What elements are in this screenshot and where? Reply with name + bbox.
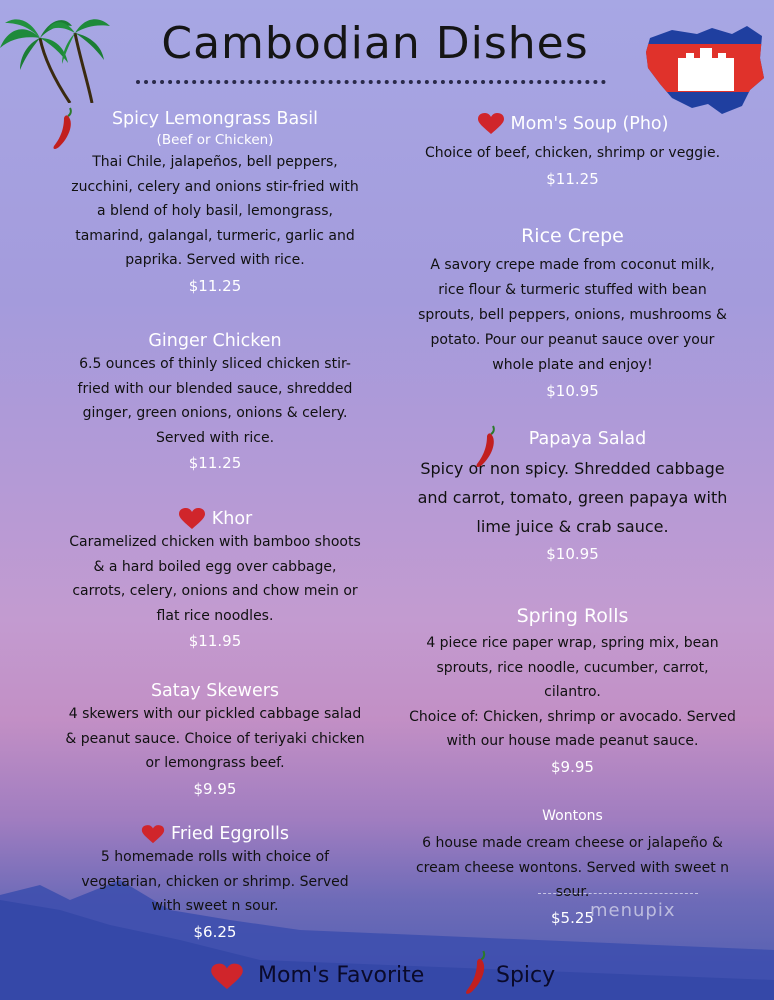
dish-price: $10.95	[546, 545, 599, 563]
dish-description: 4 piece rice paper wrap, spring mix, bean sprouts, rice noodle, cucumber, carrot, cilantro. Choice of: Chicken, shrimp or avocado. Served with our house made peanut sauce.	[409, 635, 736, 749]
menu-item-ginger-chicken	[40, 330, 390, 474]
dish-description: 4 skewers with our pickled cabbage salad & peanut sauce. Choice of teriyaki chicken or lemongrass beef.	[65, 706, 365, 771]
menu-item-rice-crepe	[395, 225, 750, 402]
dish-description: Spicy or non spicy. Shredded cabbage and carrot, tomato, green papaya with lime juice & crab sauce.	[417, 459, 728, 536]
chili-pepper-icon	[50, 106, 76, 152]
dish-name: Papaya Salad	[528, 429, 647, 449]
heart-icon	[178, 508, 206, 530]
dish-description: A savory crepe made from coconut milk, rice flour & turmeric stuffed with bean sprouts, bell peppers, onions, mushrooms & potato. Pour our peanut sauce over your whole plate and enjoy!	[418, 257, 727, 373]
dish-name: Satay Skewers	[150, 681, 280, 701]
dish-description: 6 house made cream cheese or jalapeño & cream cheese wontons. Served with sweet n sour.	[415, 835, 730, 900]
dish-price: $5.25	[551, 908, 594, 927]
heart-icon	[141, 825, 165, 844]
dish-price: $11.95	[188, 632, 242, 650]
chili-pepper-icon	[462, 949, 490, 997]
dish-price: $9.95	[551, 757, 594, 776]
dish-name: Rice Crepe	[521, 225, 624, 247]
chili-pepper-icon	[473, 424, 499, 470]
left-column	[40, 0, 390, 1000]
dish-name: Mom's Soup (Pho)	[395, 113, 750, 135]
dish-price: $6.25	[193, 922, 237, 941]
dish-name: Spring Rolls	[516, 605, 629, 627]
menu-item-spicy-lemongrass-basil	[40, 108, 390, 297]
dish-name: Ginger Chicken	[148, 331, 282, 351]
dish-description: Caramelized chicken with bamboo shoots & a hard boiled egg over cabbage, carrots, celery, onions and chow mein or flat rice noodles.	[69, 534, 361, 624]
menu-item-spring-rolls	[395, 605, 750, 778]
dish-price: $9.95	[193, 779, 237, 798]
dish-name: Spicy Lemongrass Basil	[111, 109, 319, 129]
dish-name: Fried Eggrolls	[40, 823, 390, 845]
page-title: Cambodian Dishes	[161, 18, 589, 69]
dish-name: Wontons	[542, 808, 603, 824]
dish-price: $10.95	[546, 382, 599, 400]
dish-description: 5 homemade rolls with choice of vegetarian, chicken or shrimp. Served with sweet n sour.	[81, 849, 349, 914]
legend	[210, 955, 590, 999]
menu-item-khor	[40, 508, 390, 652]
legend-spicy-label: Spicy	[496, 963, 556, 988]
dish-name: Khor	[40, 508, 390, 530]
heart-icon	[210, 963, 244, 991]
right-column	[395, 0, 750, 1000]
menu-item-satay-skewers	[40, 680, 390, 800]
watermark: menupix	[538, 893, 698, 922]
dish-price: $11.25	[188, 454, 242, 472]
dish-description: 6.5 ounces of thinly sliced chicken stir- fried with our blended sauce, shredded ginger, green onions, onions & celery. Served with rice.	[77, 356, 353, 446]
dish-price: $11.25	[188, 276, 242, 295]
menu-item-papaya-salad	[395, 428, 750, 565]
legend-favorite-label: Mom's Favorite	[258, 963, 425, 988]
dish-price: $11.25	[546, 169, 599, 188]
heart-icon	[477, 113, 505, 135]
menu-item-fried-eggrolls	[40, 823, 390, 943]
dish-subtitle: (Beef or Chicken)	[156, 132, 274, 148]
menu-item-moms-soup	[395, 113, 750, 190]
dish-description: Thai Chile, jalapeños, bell peppers, zucchini, celery and onions stir-fried with a blend of holy basil, lemongrass, tamarind, galangal, turmeric, garlic and paprika. Served with rice.	[71, 154, 359, 268]
dish-description: Choice of beef, chicken, shrimp or veggie.	[424, 145, 721, 161]
